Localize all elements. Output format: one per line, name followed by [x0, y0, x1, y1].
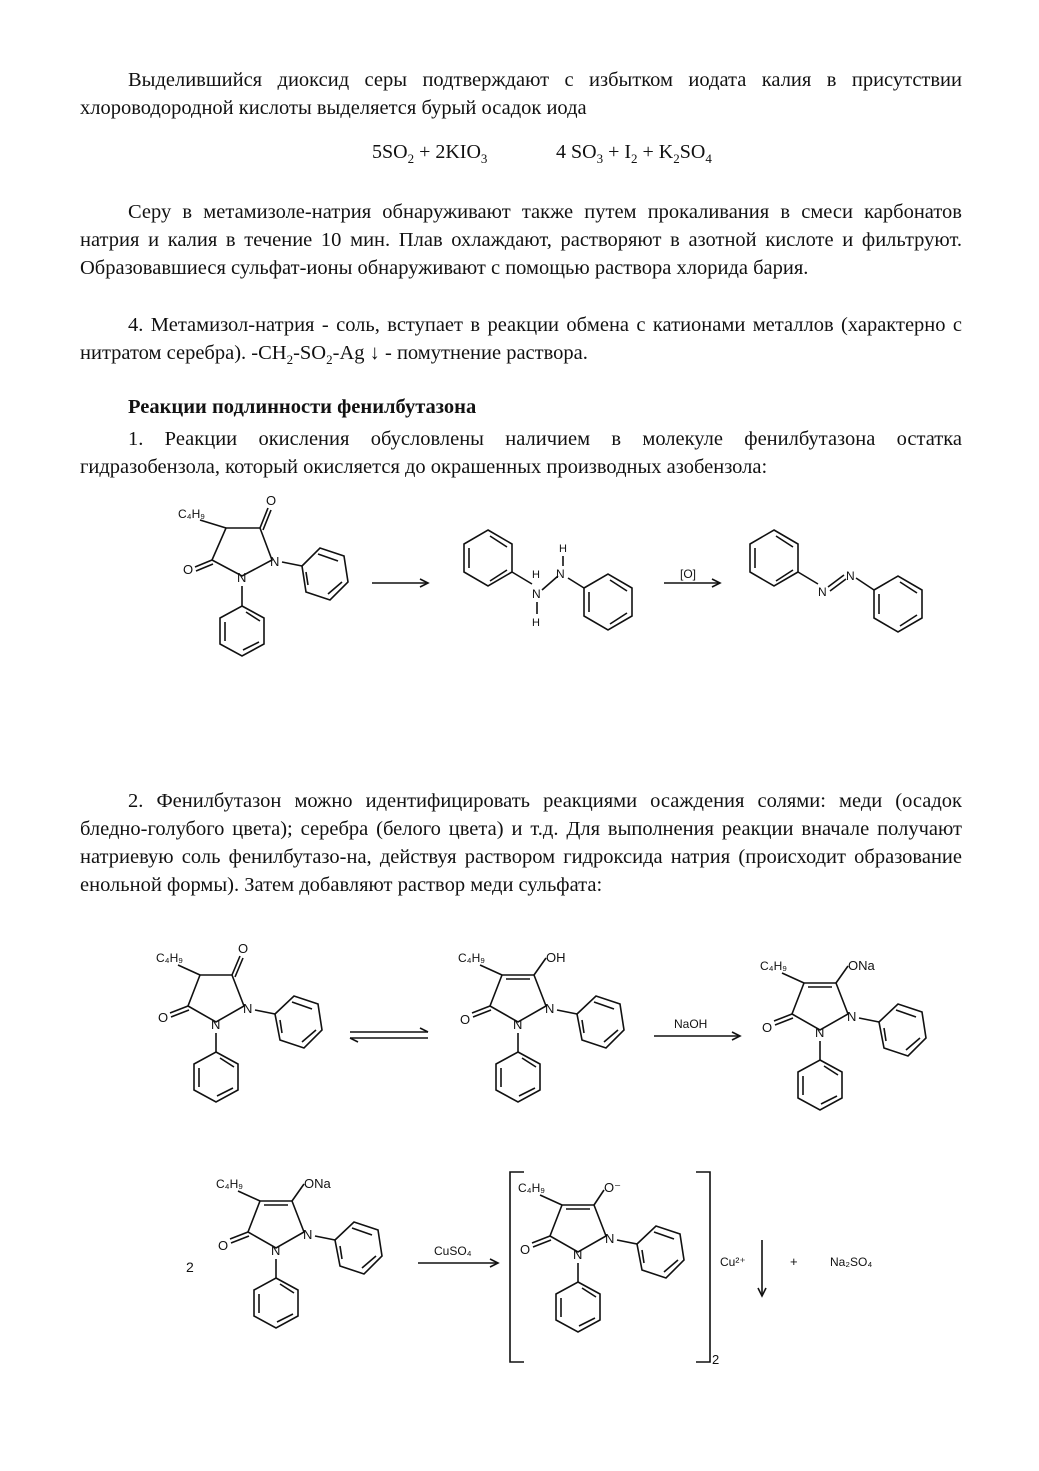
sodium-salt-structure	[760, 958, 926, 1110]
paragraph-metamizole-salt: 4. Метамизол-натрия - соль, вступает в реакции обмена с катионами металлов (характерно с нитратом серебра). $-CH_2-SO_2-Ag$ ↓ - помутнение раствора.	[80, 314, 962, 368]
svg-text:2: 2	[186, 1259, 194, 1275]
keto-form-structure	[156, 941, 322, 1102]
equation-right: 4 $SO_3 + I_2 + K_2SO_4$	[556, 141, 712, 166]
svg-text:O: O	[218, 1238, 229, 1253]
svg-text:O: O	[238, 941, 249, 956]
svg-text:N: N	[605, 1231, 615, 1246]
svg-text:N: N	[513, 1017, 523, 1032]
svg-text:N: N	[815, 1025, 825, 1040]
svg-text:N: N	[532, 587, 541, 601]
svg-text:N: N	[243, 1001, 253, 1016]
svg-text:N: N	[545, 1001, 555, 1016]
svg-text:O⁻: O⁻	[604, 1180, 621, 1195]
svg-text:2: 2	[712, 1352, 720, 1367]
phenylbutazone-structure	[178, 493, 348, 656]
svg-text:Na₂SO₄: Na₂SO₄	[830, 1255, 873, 1269]
svg-text:N: N	[270, 554, 280, 569]
svg-text:O: O	[460, 1012, 471, 1027]
svg-text:H: H	[532, 569, 540, 581]
svg-text:N: N	[846, 569, 855, 583]
svg-text:C₄H₉: C₄H₉	[178, 507, 205, 521]
enol-scheme	[0, 940, 1039, 1140]
enol-form-structure	[458, 950, 624, 1102]
svg-text:ONa: ONa	[848, 958, 875, 973]
svg-text:N: N	[818, 585, 827, 599]
svg-text:N: N	[211, 1017, 221, 1032]
svg-text:Cu²⁺: Cu²⁺	[720, 1255, 746, 1269]
azobenzene-structure	[750, 530, 922, 632]
svg-text:O: O	[158, 1010, 169, 1025]
svg-text:N: N	[573, 1247, 583, 1262]
svg-text:ONa: ONa	[304, 1176, 331, 1191]
svg-text:C₄H₉: C₄H₉	[216, 1177, 243, 1191]
paragraph-sulfur-dioxide: Выделившийся диоксид серы подтверждают с избытком иодата калия в присутствии хлороводородной кислоты выделяется бурый осадок иода	[80, 69, 962, 119]
svg-text:N: N	[847, 1009, 857, 1024]
paragraph-oxidation: 1. Реакции окисления обусловлены наличием в молекуле фенилбутазона остатка гидразобензола, который окисляется до окрашенных производных азобензола:	[80, 428, 962, 478]
hydrazobenzene-structure	[464, 530, 632, 630]
svg-text:O: O	[183, 562, 194, 577]
svg-text:NaOH: NaOH	[674, 1017, 708, 1031]
copper-scheme	[0, 1160, 1039, 1370]
svg-text:N: N	[556, 567, 565, 581]
svg-text:O: O	[762, 1020, 773, 1035]
svg-text:C₄H₉: C₄H₉	[518, 1181, 545, 1195]
section-heading: Реакции подлинности фенилбутазона	[128, 396, 477, 418]
svg-text:[O]: [O]	[680, 567, 697, 581]
svg-text:+: +	[790, 1254, 798, 1269]
paragraph-sulfur-fusion: Серу в метамизоле-натрия обнаруживают также путем прокаливания в смеси карбонатов натрия и калия в течение 10 мин. Плав охлаждают, растворяют в азотной кислоте и фильтруют. Образовавшиеся сульфат-ионы обнаруживают с помощью раствора хлорида бария.	[80, 201, 962, 279]
svg-text:C₄H₉: C₄H₉	[760, 959, 787, 973]
svg-text:H: H	[532, 617, 540, 629]
oxidation-scheme	[0, 490, 1039, 670]
svg-text:OH: OH	[546, 950, 566, 965]
copper-complex-structure	[518, 1180, 684, 1332]
svg-text:O: O	[520, 1242, 531, 1257]
svg-text:N: N	[271, 1243, 281, 1258]
svg-text:C₄H₉: C₄H₉	[156, 951, 183, 965]
svg-text:H: H	[559, 543, 567, 555]
svg-text:CuSO₄: CuSO₄	[434, 1244, 472, 1258]
svg-text:C₄H₉: C₄H₉	[458, 951, 485, 965]
svg-text:N: N	[237, 570, 247, 585]
paragraph-precipitation: 2. Фенилбутазон можно идентифицировать реакциями осаждения солями: меди (осадок бледно-голубого цвета); серебра (белого цвета) и т.д. Для выполнения реакции вначале получают натриевую соль фенилбутазо-на, действуя раствором гидроксида натрия (происходит образование енольной формы). Затем добавляют раствор меди сульфата:	[80, 790, 962, 896]
sodium-salt-structure-2	[216, 1176, 382, 1328]
svg-text:N: N	[303, 1227, 313, 1242]
equation-left: $5SO_2 + 2KIO_3$	[372, 141, 488, 166]
svg-text:O: O	[266, 493, 277, 508]
